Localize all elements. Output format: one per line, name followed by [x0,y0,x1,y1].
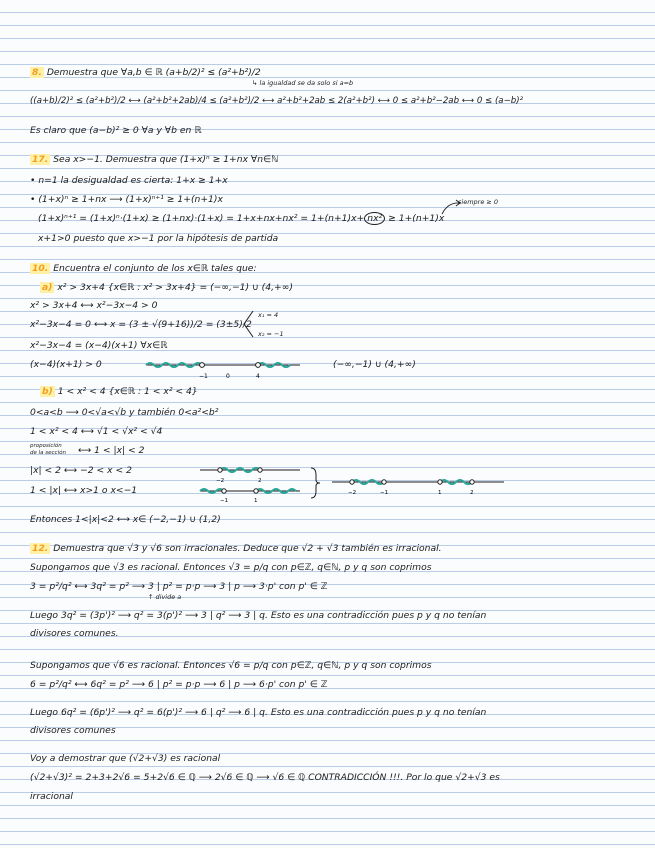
open-point [382,480,386,484]
roots-brace [241,309,255,339]
open-point [258,468,262,472]
open-point [256,363,261,368]
open-point [438,480,442,484]
problem-number: 8. [32,67,42,78]
step-b1: 0<a<b ⟶ 0<√a<√b y también 0<a²<b² [30,407,219,418]
step-b4: |x| < 2 ⟷ −2 < x < 2 [30,465,132,476]
tick-label: 1 [438,490,442,496]
sqrt6-derivation: 6 = p²/q² ⟷ 6q² = p² ⟶ 6 | p² = p·p ⟶ 6 | p ⟶ 6·p' con p' ∈ ℤ [30,679,328,690]
tick-label: −2 [216,478,225,484]
part-statement: 1 < x² < 4 {x∈ℝ : 1 < x² < 4} [57,386,198,397]
step-a2: x²−3x−4 = 0 ⟷ x = (3 ± √(9+16))/2 = (3±5)/2 [30,319,252,330]
open-point [200,363,205,368]
conclusion-line: Es claro que (a−b)² ≥ 0 ∀a y ∀b en ℝ [30,125,202,136]
divides-note: ↑ divide a [148,593,182,601]
problem-12-heading [30,542,442,555]
problem-number: 10. [32,263,49,274]
sum-proof: (√2+√3)² = 2+3+2√6 = 5+2√6 ∈ ℚ ⟶ 2√6 ∈ ℚ ⟶ √6 ∈ ℚ CONTRADICCIÓN !!!. Por lo que √2+√3 es [30,772,500,783]
problem-statement: Sea x>−1. Demuestra que (1+x)ⁿ ≥ 1+nx ∀n∈ℕ [53,154,279,165]
open-point [218,468,222,472]
expansion-part: = 1+(n+1)x+ [300,213,365,224]
expansion-line [38,212,444,225]
combine-brace [308,466,322,500]
tick-label: −2 [348,490,357,496]
sqrt3-contradiction: Luego 3q² = (3p')² ⟶ q² = 3(p')² ⟶ 3 | q² ⟶ 3 | q. Esto es una contradicción pues p y q no tenían [30,610,487,621]
tick-label: 2 [470,490,474,496]
sqrt3-assumption: Supongamos que √3 es racional. Entonces √3 = p/q con p∈ℤ, q∈ℕ, p y q son coprimos [30,562,432,573]
root-x2: x₂ = −1 [258,330,284,338]
sqrt3-derivation: 3 = p²/q² ⟷ 3q² = p² ⟶ 3 | p² = p·p ⟶ 3 | p ⟶ 3·p' con p' ∈ ℤ [30,581,328,592]
proposition-tag: proposición [30,443,62,449]
expansion-part: (1+x)ⁿ⁺¹ = (1+x)ⁿ·(1+x) ≥ (1+nx)·(1+x) = 1+x+nx+ [38,213,283,224]
step-a1: x² > 3x+4 ⟷ x²−3x−4 > 0 [30,300,158,311]
tick-label: 4 [256,373,260,380]
problem-number: 12. [32,543,49,554]
step-b5: 1 < |x| ⟷ x>1 o x<−1 [30,485,138,496]
sqrt6-assumption: Supongamos que √6 es racional. Entonces √6 = p/q con p∈ℤ, q∈ℕ, p y q son coprimos [30,660,432,671]
sqrt6-contradiction: Luego 6q² = (6p')² ⟶ q² = 6(p')² ⟶ 6 | q² ⟶ 6 | q. Esto es una contradicción pues p y q no tenían [30,707,487,718]
part-label: b) [42,386,53,397]
tick-label: −1 [220,498,229,504]
part-statement: x² > 3x+4 {x∈ℝ : x² > 3x+4} = (−∞,−1) ∪ (4,+∞) [57,282,293,293]
step-b2: 1 < x² < 4 ⟷ √1 < √x² < √4 [30,426,163,437]
number-lines-b [196,460,306,504]
problem-statement: Demuestra que √3 y √6 son irracionales. Deduce que √2 + √3 también es irracional. [53,543,442,554]
number-line-b-result [328,472,508,498]
step-b3: ⟷ 1 < |x| < 2 [78,445,145,456]
arrow-to-note [440,198,462,216]
number-line-a [140,355,300,381]
result-b: Entonces 1<|x|<2 ⟷ x∈ (−2,−1) ∪ (1,2) [30,514,221,525]
problem-number: 17. [32,154,49,165]
step-a3: x²−3x−4 = (x−4)(x+1) ∀x∈ℝ [30,340,168,351]
sqrt6-contradiction-end: divisores comunes [30,725,116,736]
sum-claim: Voy a demostrar que (√2+√3) es racional [30,753,221,764]
part-a-heading [40,281,293,294]
circled-term: nx² [364,212,385,225]
part-b-heading [40,385,198,398]
open-point [222,489,226,493]
result-a: (−∞,−1) ∪ (4,+∞) [333,359,416,370]
problem-17-heading [30,153,278,166]
tick-label: 0 [226,373,230,380]
inequality-chain: ((a+b)/2)² ≤ (a²+b²)/2 ⟷ (a²+b²+2ab)/4 ≤ (a²+b²)/2 ⟷ a²+b²+2ab ≤ 2(a²+b²) ⟷ 0 ≤ a²+b²−2ab ⟷ 0 ≤ (a−b)² [30,96,524,106]
step-a4: (x−4)(x+1) > 0 [30,359,102,370]
expansion-term: nx² [282,213,298,224]
tick-label: 2 [258,478,262,484]
expansion-part: ≥ 1+(n+1)x [388,213,445,224]
problem-10-heading [30,262,257,275]
root-x1: x₁ = 4 [258,311,279,319]
justification: x+1>0 puesto que x>−1 por la hipótesis de partida [38,233,279,244]
induction-step: • (1+x)ⁿ ≥ 1+nx ⟶ (1+x)ⁿ⁺¹ ≥ 1+(n+1)x [30,194,223,205]
problem-statement: Demuestra que ∀a,b ∈ ℝ (a+b/2)² ≤ (a²+b²)/2 [46,67,261,78]
sum-proof-end: irracional [30,791,73,802]
open-point [254,489,258,493]
base-case: • n=1 la desigualdad es cierta: 1+x ≥ 1+x [30,175,228,186]
sqrt3-contradiction-end: divisores comunes. [30,628,119,639]
side-note: siempre ≥ 0 [458,198,499,206]
tick-label: −1 [380,490,389,496]
tick-label: −1 [199,373,208,380]
problem-statement: Encuentra el conjunto de los x∈ℝ tales que: [53,263,257,274]
open-point [350,480,354,484]
open-point [470,480,474,484]
part-label: a) [42,282,53,293]
proposition-tag: de la sección [30,450,66,456]
tick-label: 1 [254,498,258,504]
problem-8-heading [30,66,261,79]
equality-note: ↳ la igualdad se da solo si a=b [252,79,354,87]
